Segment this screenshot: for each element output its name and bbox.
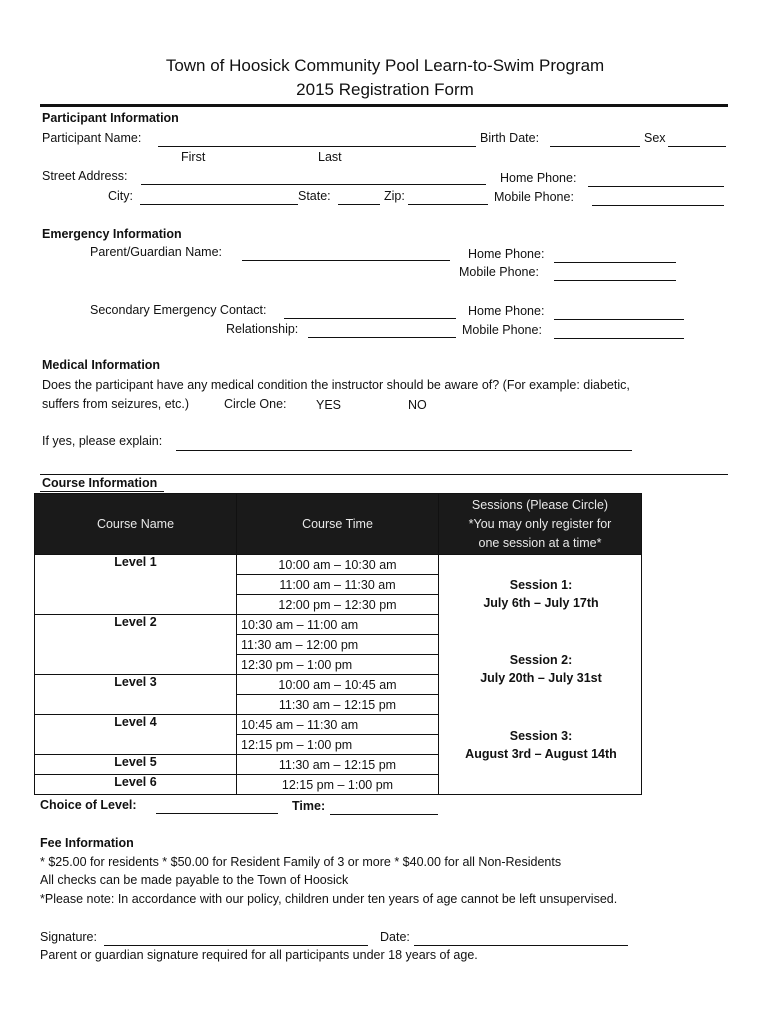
- time-cell[interactable]: 10:00 am – 10:45 am: [237, 675, 439, 695]
- col-course-time: Course Time: [237, 494, 439, 555]
- birth-date-label: Birth Date:: [480, 131, 540, 145]
- session-1-label: Session 1:: [509, 578, 573, 592]
- level-6-cell: Level 6: [35, 775, 237, 795]
- form-title-line1: Town of Hoosick Community Pool Learn-to-Swim Program: [165, 56, 605, 75]
- choice-time-label: Time:: [292, 799, 326, 813]
- participant-name-field[interactable]: [158, 134, 476, 147]
- session-3[interactable]: [441, 727, 641, 763]
- mobile-phone-label: Mobile Phone:: [494, 190, 574, 204]
- zip-label: Zip:: [384, 189, 405, 203]
- signature-field[interactable]: [104, 933, 368, 946]
- circle-one-label: Circle One:: [224, 397, 287, 411]
- relationship-label: Relationship:: [226, 322, 299, 336]
- session-3-dates: August 3rd – August 14th: [465, 747, 617, 761]
- level-2-cell: Level 2: [35, 615, 237, 675]
- time-cell[interactable]: 10:00 am – 10:30 am: [237, 555, 439, 575]
- title-rule: [40, 104, 728, 107]
- course-rule: [40, 474, 728, 475]
- sessions-header-line3: one session at a time*: [478, 535, 602, 550]
- level-5-cell: Level 5: [35, 755, 237, 775]
- medical-question-line2: suffers from seizures, etc.): [42, 397, 190, 411]
- time-cell[interactable]: 11:30 am – 12:15 pm: [237, 695, 439, 715]
- medical-question-line1: Does the participant have any medical condition the instructor should be aware of? (For example: diabetic,: [42, 378, 630, 392]
- guardian-mobile-phone-label: Mobile Phone:: [459, 265, 539, 279]
- sessions-header-line1: Sessions (Please Circle): [471, 497, 609, 512]
- time-cell[interactable]: 10:30 am – 11:00 am: [237, 615, 439, 635]
- time-cell[interactable]: 10:45 am – 11:30 am: [237, 715, 439, 735]
- table-row: [35, 555, 642, 575]
- relationship-field[interactable]: [308, 325, 456, 338]
- guardian-name-field[interactable]: [242, 248, 450, 261]
- course-table-header: [35, 494, 642, 555]
- guardian-name-label: Parent/Guardian Name:: [90, 245, 223, 259]
- time-cell[interactable]: 12:00 pm – 12:30 pm: [237, 595, 439, 615]
- signature-note: Parent or guardian signature required for all participants under 18 years of age.: [40, 948, 478, 962]
- medical-no-option[interactable]: NO: [408, 398, 427, 412]
- medical-heading: Medical Information: [42, 358, 161, 372]
- explain-label: If yes, please explain:: [42, 434, 163, 448]
- col-sessions: [439, 494, 642, 555]
- time-cell[interactable]: 11:00 am – 11:30 am: [237, 575, 439, 595]
- street-address-label: Street Address:: [42, 169, 128, 183]
- session-1-dates: July 6th – July 17th: [483, 596, 599, 610]
- home-phone-label: Home Phone:: [500, 171, 577, 185]
- first-name-caption: First: [181, 150, 206, 164]
- fee-line3: *Please note: In accordance with our policy, children under ten years of age cannot be left unsupervised.: [40, 892, 618, 906]
- session-2-label: Session 2:: [509, 653, 573, 667]
- sex-field[interactable]: [668, 134, 726, 147]
- secondary-mobile-phone-field[interactable]: [554, 326, 684, 339]
- date-field[interactable]: [414, 933, 628, 946]
- emergency-heading: Emergency Information: [42, 227, 182, 241]
- secondary-home-phone-field[interactable]: [554, 307, 684, 320]
- time-cell[interactable]: 11:30 am – 12:00 pm: [237, 635, 439, 655]
- guardian-home-phone-label: Home Phone:: [468, 247, 545, 261]
- home-phone-field[interactable]: [588, 174, 724, 187]
- street-address-field[interactable]: [141, 172, 486, 185]
- secondary-contact-field[interactable]: [284, 306, 456, 319]
- secondary-contact-label: Secondary Emergency Contact:: [90, 303, 267, 317]
- col-course-name: Course Name: [35, 494, 237, 555]
- level-4-cell: Level 4: [35, 715, 237, 755]
- level-1-cell: Level 1: [35, 555, 237, 615]
- sex-label: Sex: [644, 131, 666, 145]
- mobile-phone-field[interactable]: [592, 193, 724, 206]
- sessions-header-line2: *You may only register for: [468, 516, 612, 531]
- level-3-cell: Level 3: [35, 675, 237, 715]
- time-cell[interactable]: 12:15 pm – 1:00 pm: [237, 735, 439, 755]
- choice-of-level-field[interactable]: [156, 801, 278, 814]
- course-heading: Course Information: [42, 476, 158, 490]
- time-cell[interactable]: 12:15 pm – 1:00 pm: [237, 775, 439, 795]
- explain-field[interactable]: [176, 438, 632, 451]
- signature-label: Signature:: [40, 930, 97, 944]
- fee-line2: All checks can be made payable to the Town of Hoosick: [40, 873, 349, 887]
- zip-field[interactable]: [408, 192, 488, 205]
- choice-of-level-label: Choice of Level:: [40, 798, 137, 812]
- fee-line1: * $25.00 for residents * $50.00 for Resident Family of 3 or more * $40.00 for all Non-Residents: [40, 855, 562, 869]
- session-2[interactable]: [441, 651, 641, 687]
- session-1[interactable]: [441, 576, 641, 612]
- time-cell[interactable]: 12:30 pm – 1:00 pm: [237, 655, 439, 675]
- guardian-mobile-phone-field[interactable]: [554, 268, 676, 281]
- state-field[interactable]: [338, 192, 380, 205]
- session-2-dates: July 20th – July 31st: [480, 671, 602, 685]
- last-name-caption: Last: [318, 150, 342, 164]
- secondary-mobile-phone-label: Mobile Phone:: [462, 323, 542, 337]
- city-label: City:: [108, 189, 133, 203]
- secondary-home-phone-label: Home Phone:: [468, 304, 545, 318]
- participant-heading: Participant Information: [42, 111, 179, 125]
- time-cell[interactable]: 11:30 am – 12:15 pm: [237, 755, 439, 775]
- session-3-label: Session 3:: [509, 729, 573, 743]
- birth-date-field[interactable]: [550, 134, 640, 147]
- fee-heading: Fee Information: [40, 836, 134, 850]
- course-heading-underline: [40, 491, 164, 492]
- form-title-line2: 2015 Registration Form: [296, 80, 474, 99]
- medical-yes-option[interactable]: YES: [316, 398, 342, 412]
- participant-name-label: Participant Name:: [42, 131, 142, 145]
- choice-time-field[interactable]: [330, 802, 438, 815]
- guardian-home-phone-field[interactable]: [554, 250, 676, 263]
- city-field[interactable]: [140, 192, 298, 205]
- date-label: Date:: [380, 930, 410, 944]
- state-label: State:: [298, 189, 331, 203]
